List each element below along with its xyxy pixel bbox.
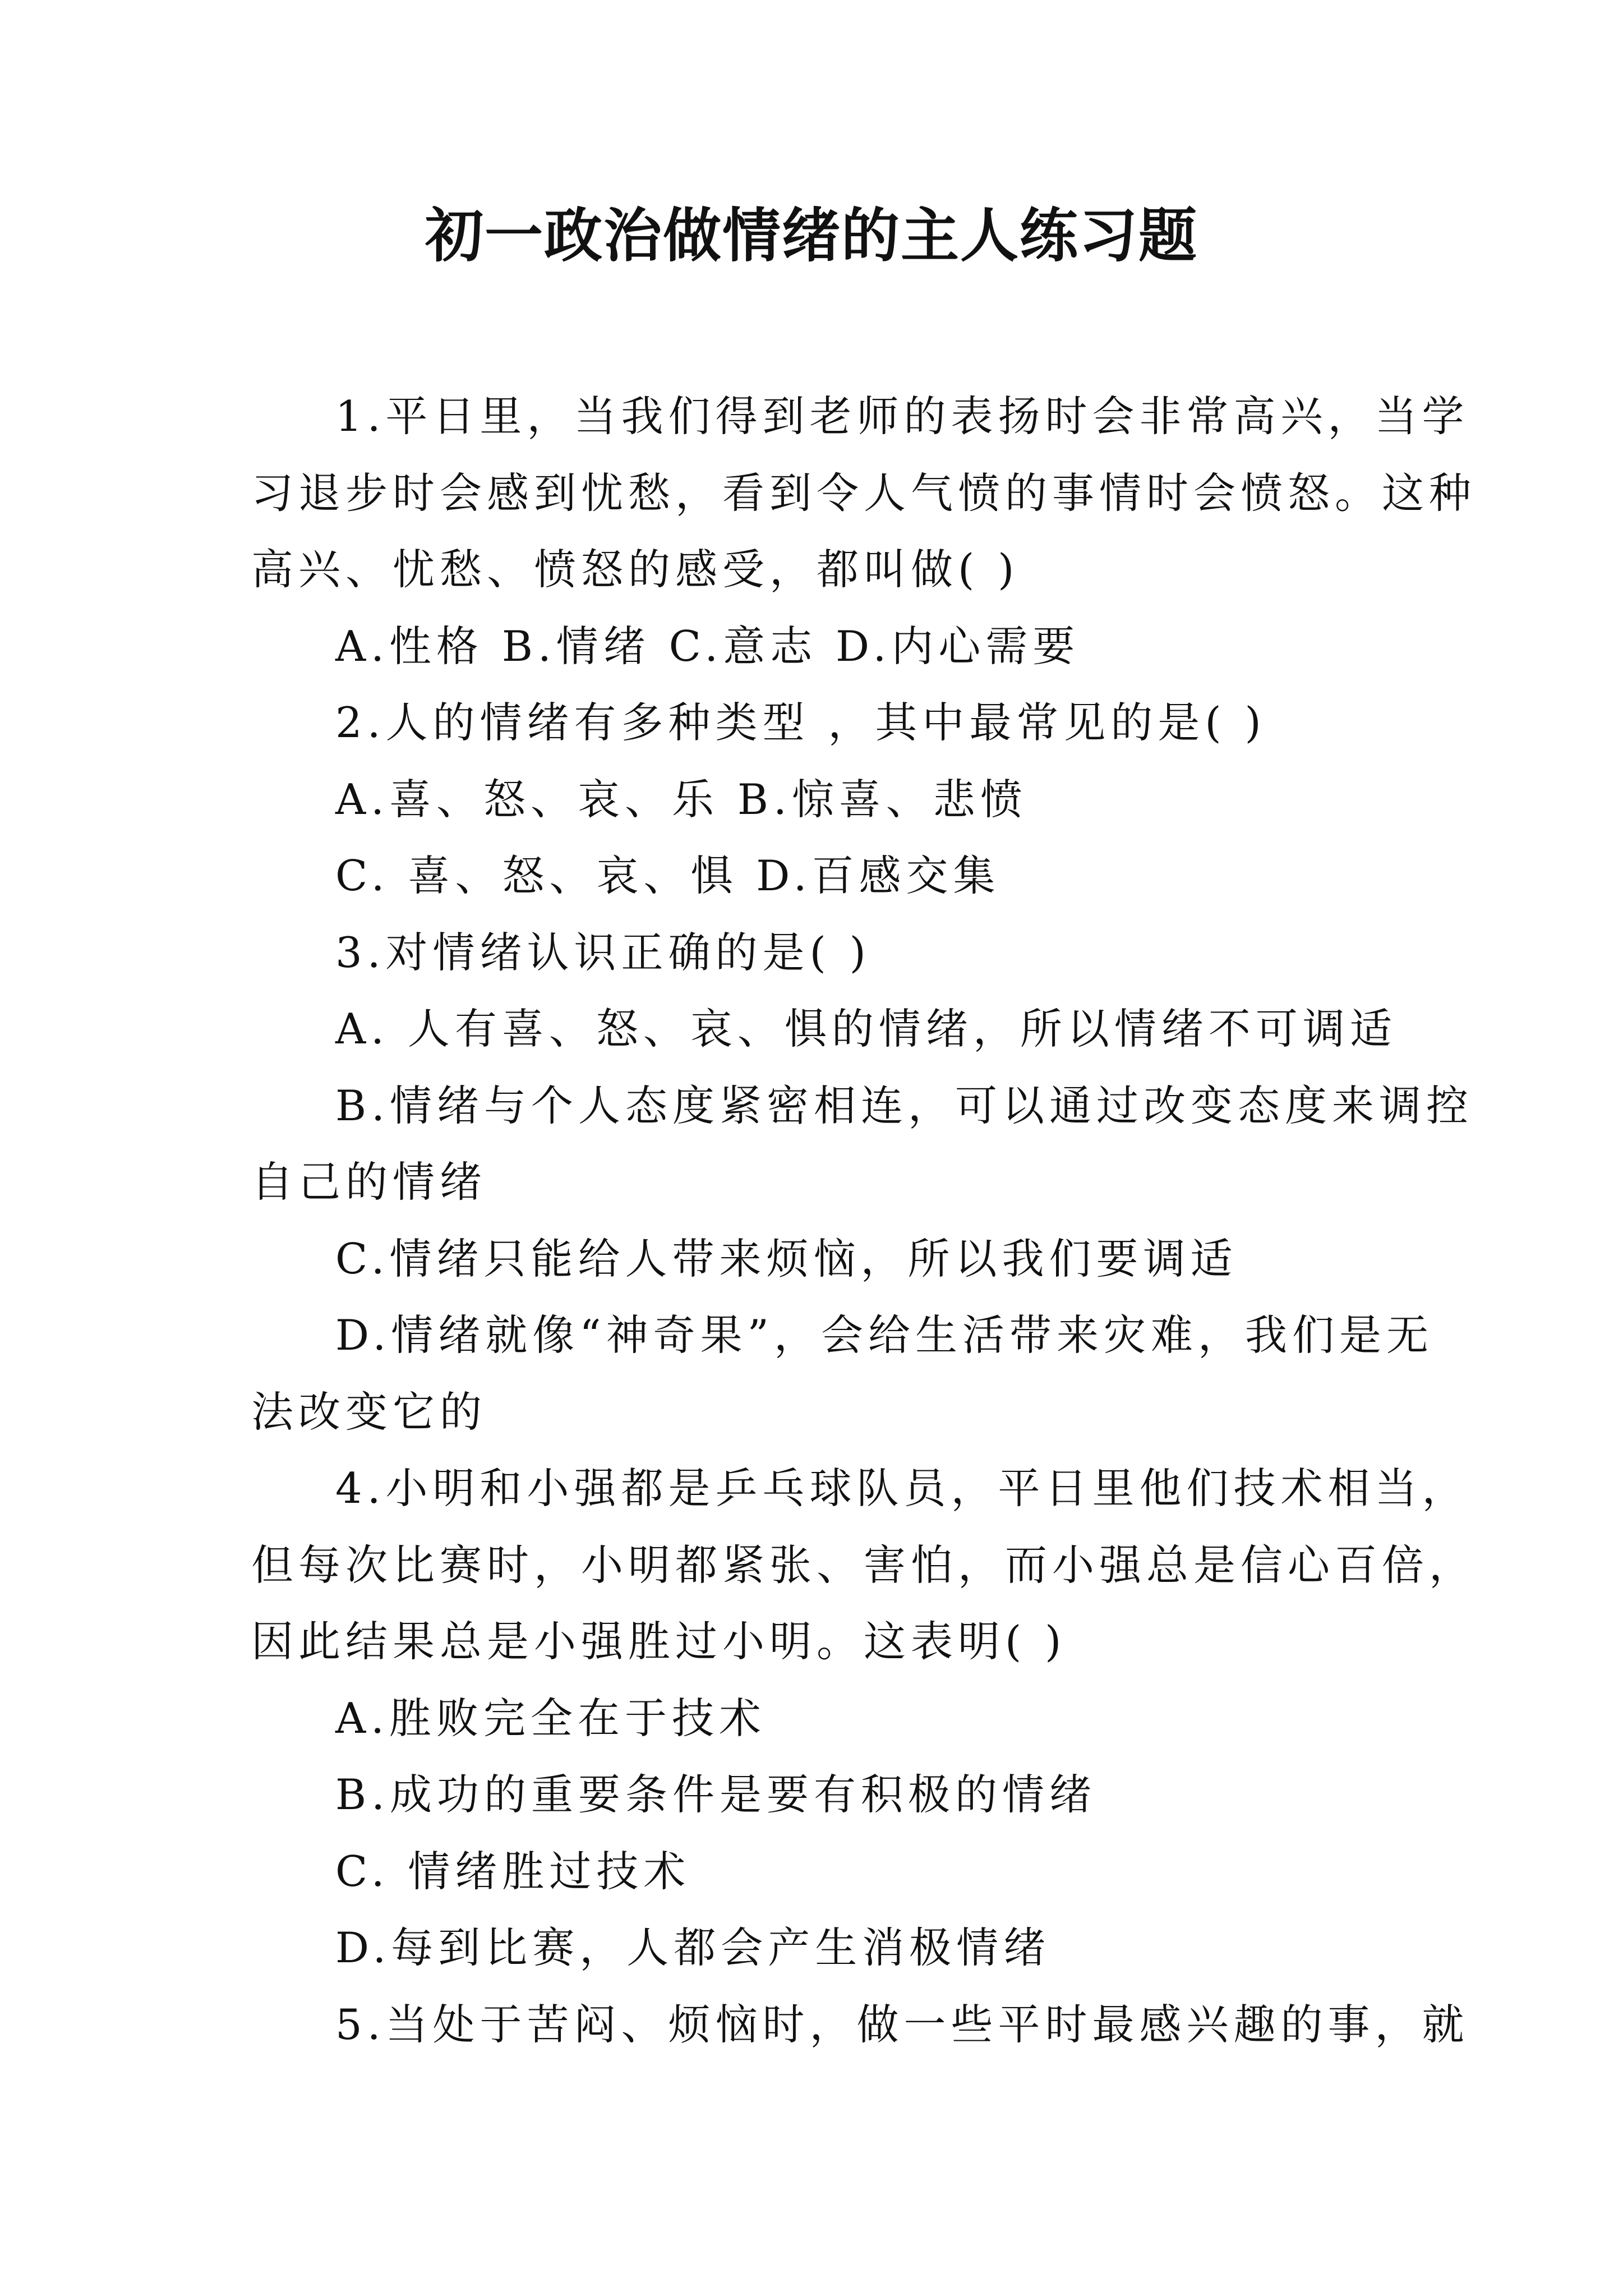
q2-options-cd: C. 喜、怒、哀、惧 D.百感交集 — [335, 851, 1000, 900]
q4-option-d: D.每到比赛，人都会产生消极情绪 — [335, 1923, 1051, 1972]
q3-option-d-line-1: D.情绪就像“神奇果”，会给生活带来灾难，我们是无 — [335, 1310, 1433, 1360]
q4-option-c: C. 情绪胜过技术 — [335, 1846, 691, 1896]
q3-option-a: A. 人有喜、怒、哀、惧的情绪，所以情绪不可调适 — [335, 1004, 1397, 1053]
q2-options-ab: A.喜、怒、哀、乐 B.惊喜、悲愤 — [335, 774, 1027, 824]
document-body — [251, 378, 1477, 2063]
q4-line-3: 因此结果总是小强胜过小明。这表明( ) — [251, 1617, 1067, 1666]
document-title: 初一政治做情绪的主人练习题 — [425, 201, 1198, 270]
q3-option-b-line-2: 自己的情绪 — [251, 1157, 487, 1207]
q4-option-b: B.成功的重要条件是要有积极的情绪 — [335, 1770, 1096, 1819]
q3-option-c: C.情绪只能给人带来烦恼，所以我们要调适 — [335, 1234, 1238, 1283]
q3-option-d-line-2: 法改变它的 — [251, 1387, 487, 1437]
q3-stem: 3.对情绪认识正确的是( ) — [335, 927, 871, 977]
q5-line-1: 5.当处于苦闷、烦恼时，做一些平时最感兴趣的事，就 — [335, 1999, 1469, 2049]
q2-stem: 2.人的情绪有多种类型 ，其中最常见的是( ) — [335, 698, 1266, 747]
q3-option-b-line-1: B.情绪与个人态度紧密相连，可以通过改变态度来调控 — [335, 1080, 1473, 1130]
q4-line-1: 4.小明和小强都是乒乓球队员，平日里他们技术相当， — [335, 1464, 1469, 1513]
q1-line-2: 习退步时会感到忧愁，看到令人气愤的事情时会愤怒。这种 — [251, 468, 1477, 518]
q4-option-a: A.胜败完全在于技术 — [335, 1693, 767, 1743]
q1-line-1: 1.平日里，当我们得到老师的表扬时会非常高兴，当学 — [335, 392, 1469, 441]
q1-options: A.性格 B.情绪 C.意志 D.内心需要 — [335, 621, 1080, 671]
q1-line-3: 高兴、忧愁、愤怒的感受，都叫做( ) — [251, 545, 1020, 594]
q4-line-2: 但每次比赛时，小明都紧张、害怕，而小强总是信心百倍， — [251, 1540, 1477, 1590]
